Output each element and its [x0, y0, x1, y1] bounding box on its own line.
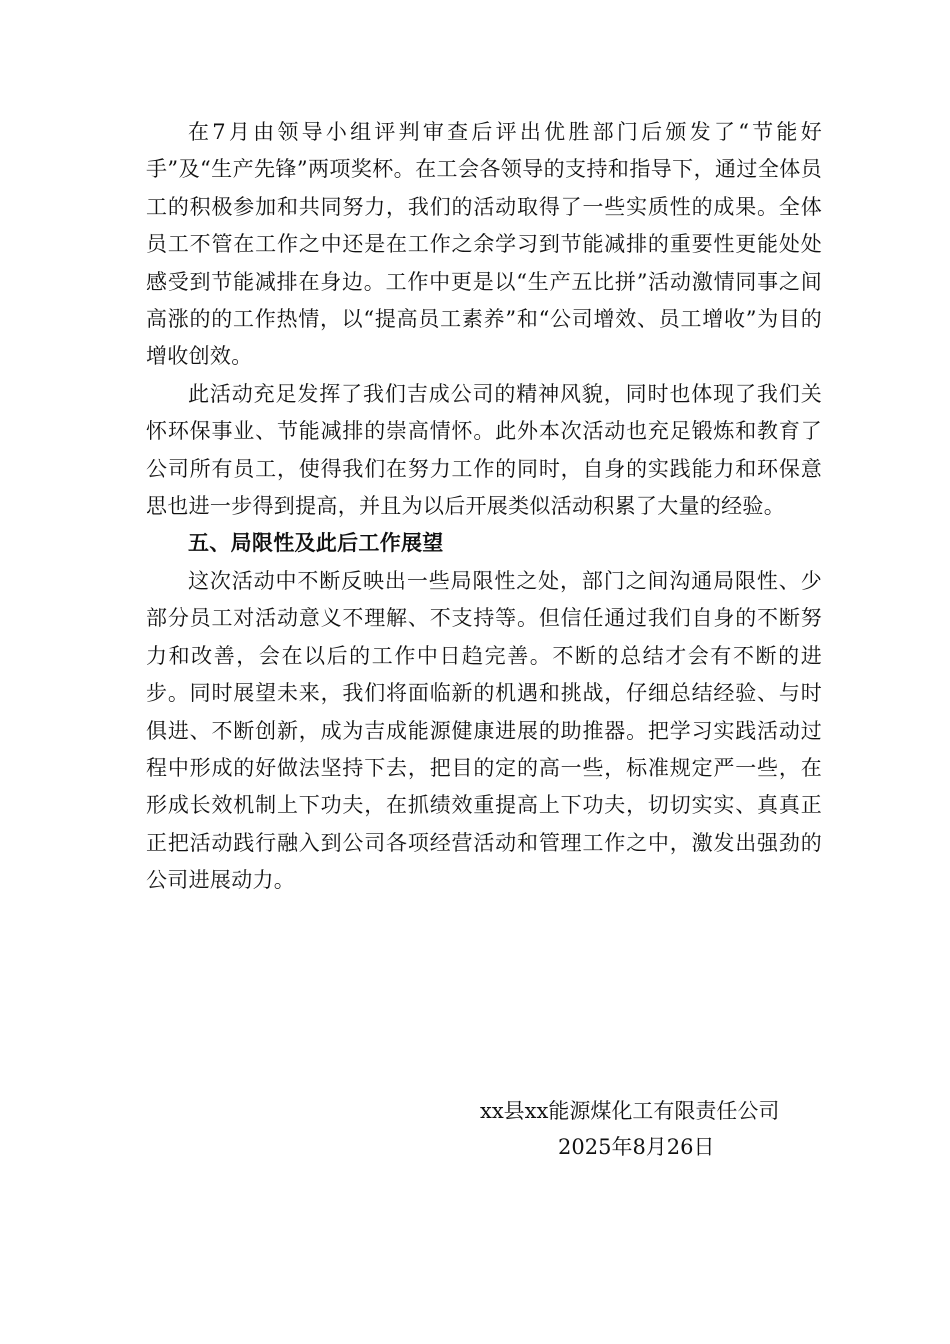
paragraph-activity-significance: 此活动充足发挥了我们吉成公司的精神风貌，同时也体现了我们关怀环保事业、节能减排的崇高情怀。此外本次活动也充足锻炼和教育了公司所有员工，使得我们在努力工作的同时，自身的实践能力和环保意思也进一步得到提高，并且为以后开展类似活动积累了大量的经验。	[146, 381, 822, 519]
paragraph-awards: 在7月由领导小组评判审查后评出优胜部门后颁发了“节能好手”及“生产先锋”两项奖杯。在工会各领导的支持和指导下，通过全体员工的积极参加和共同努力，我们的活动取得了一些实质性的成果。全体员工不管在工作之中还是在工作之余学习到节能减排的重要性更能处处感受到节能减排在身边。工作中更是以“生产五比拼”活动激情同事之间高涨的的工作热情，以“提高员工素养”和“公司增效、员工增收”为目的增收创效。	[146, 120, 822, 369]
signature-company: xx县xx能源煤化工有限责任公司	[480, 1099, 780, 1123]
paragraph-outlook: 这次活动中不断反映出一些局限性之处，部门之间沟通局限性、少部分员工对活动意义不理解、不支持等。但信任通过我们自身的不断努力和改善，会在以后的工作中日趋完善。不断的总结才会有不断的进步。同时展望未来，我们将面临新的机遇和挑战，仔细总结经验、与时俱进、不断创新，成为吉成能源健康进展的助推器。把学习实践活动过程中形成的好做法坚持下去，把目的定的高一些，标准规定严一些，在形成长效机制上下功夫，在抓绩效重提高上下功夫，切切实实、真真正正把活动践行融入到公司各项经营活动和管理工作之中，激发出强劲的公司进展动力。	[146, 568, 822, 893]
signature-date: 2025年8月26日	[558, 1135, 715, 1159]
document-body	[146, 114, 822, 900]
signature-block	[480, 1093, 820, 1165]
section-heading: 五、局限性及此后工作展望	[188, 531, 444, 556]
